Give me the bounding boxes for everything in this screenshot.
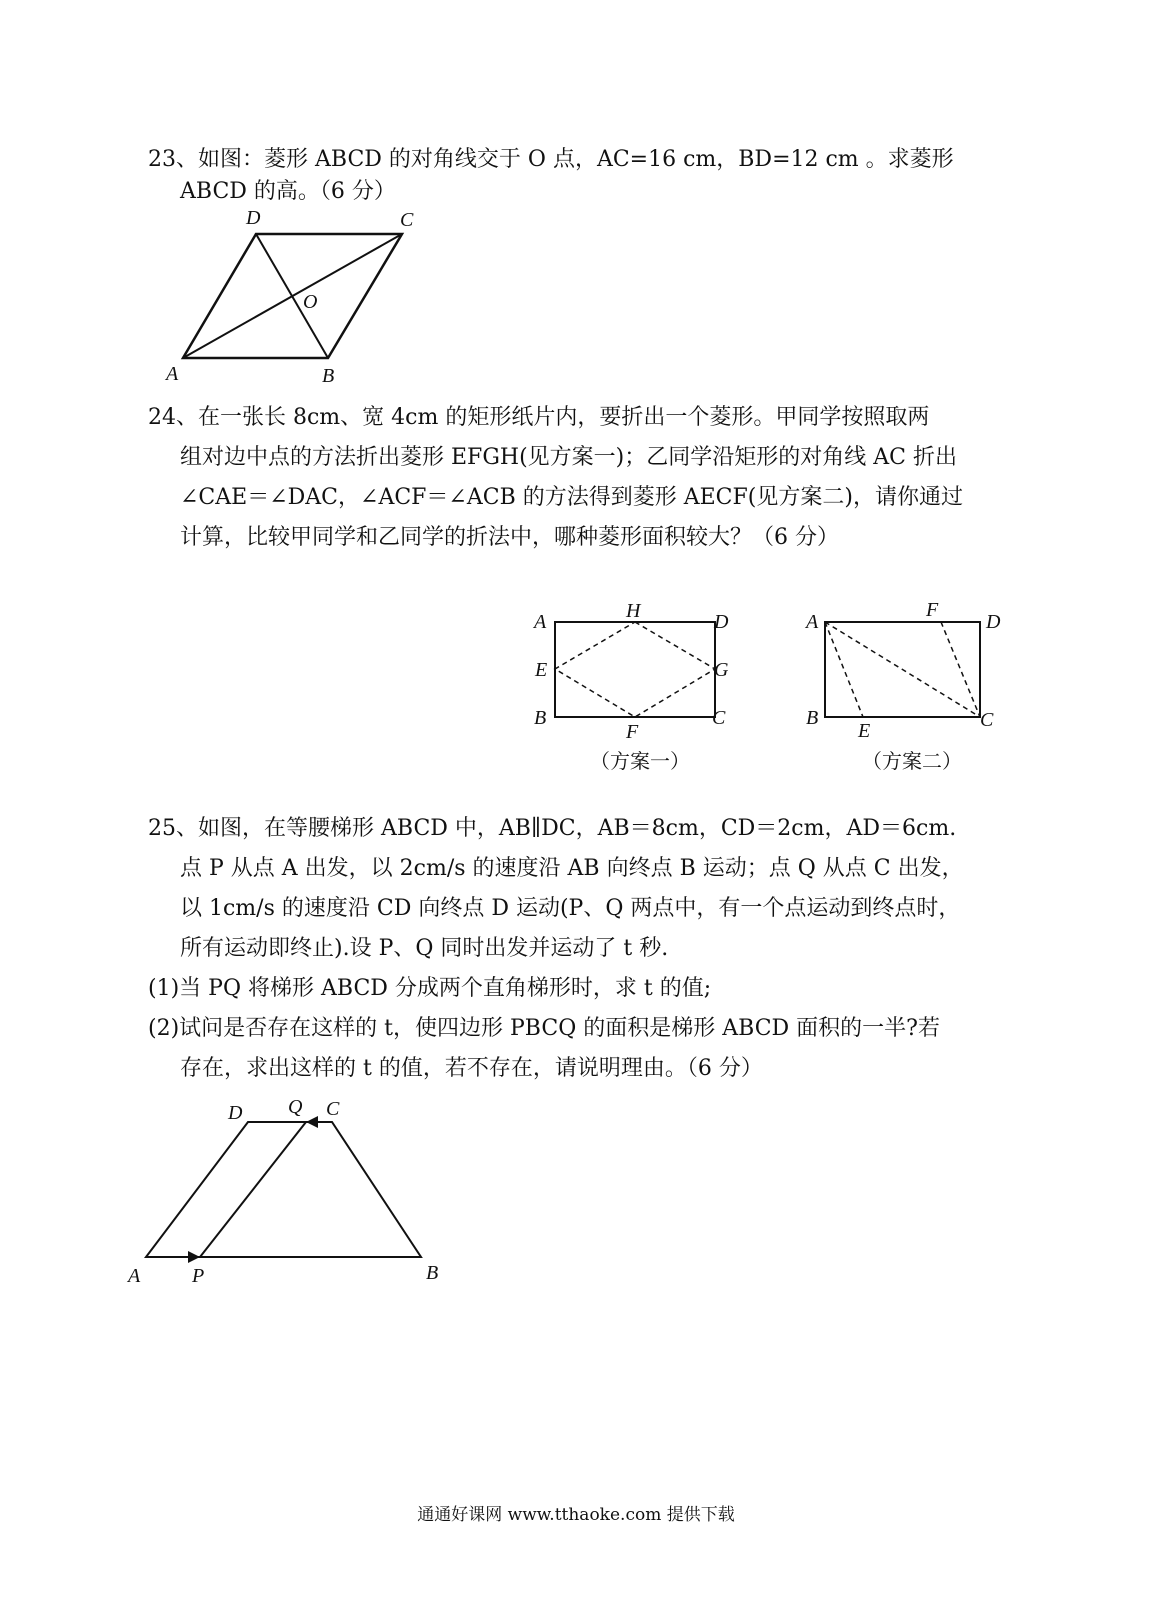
q24-line1: 24、在一张长 8cm、宽 4cm 的矩形纸片内，要折出一个菱形。甲同学按照取两 [148, 405, 930, 430]
trap-label-Q: Q [288, 1096, 303, 1118]
q25-part2-line2: 存在，求出这样的 t 的值，若不存在，请说明理由。（6 分） [180, 1056, 763, 1081]
plan1-label-F: F [626, 721, 639, 740]
q25-part2-line1: (2)试问是否存在这样的 t，使四边形 PBCQ 的面积是梯形 ABCD 面积的一半?若 [148, 1016, 940, 1041]
trap-label-P: P [192, 1265, 205, 1287]
plan1-diagram [530, 600, 750, 740]
plan1-label-G: G [714, 659, 729, 681]
trap-label-B: B [426, 1262, 439, 1284]
plan2-label-B: B [806, 707, 819, 729]
footer: 通通好课网 www.tthaoke.com 提供下载 [417, 1505, 735, 1525]
plan2-diagram [800, 600, 1040, 740]
plan1-label-C: C [712, 707, 726, 729]
label-D: D [246, 207, 261, 229]
label-B: B [322, 365, 335, 387]
plan1-label-E: E [535, 659, 548, 681]
q25-line4: 所有运动即终止).设 P、Q 同时出发并运动了 t 秒. [180, 936, 669, 961]
label-C: C [400, 209, 414, 231]
plan2-label-F: F [926, 600, 939, 621]
trapezoid-diagram [120, 1085, 460, 1295]
plan2-label-C: C [980, 709, 994, 731]
label-O: O [303, 291, 318, 313]
q24-line2: 组对边中点的方法折出菱形 EFGH(见方案一)；乙同学沿矩形的对角线 AC 折出 [180, 445, 957, 470]
q23-line2: ABCD 的高。（6 分） [180, 179, 396, 204]
plan1-label-D: D [714, 611, 729, 633]
q25-line3: 以 1cm/s 的速度沿 CD 向终点 D 运动(P、Q 两点中，有一个点运动到终点时， [180, 896, 961, 921]
plan2-caption: （方案二） [862, 749, 962, 773]
q24-line3: ∠CAE＝∠DAC，∠ACF＝∠ACB 的方法得到菱形 AECF(见方案二)，请你通过 [180, 485, 963, 510]
q25-line1: 25、如图，在等腰梯形 ABCD 中，AB∥DC，AB＝8cm，CD＝2cm，AD＝6cm. [148, 816, 957, 841]
trap-label-A: A [128, 1265, 141, 1287]
plan1-label-B: B [534, 707, 547, 729]
trap-label-C: C [326, 1098, 340, 1120]
q25-line2: 点 P 从点 A 出发，以 2cm/s 的速度沿 AB 向终点 B 运动；点 Q 从点 C 出发， [180, 856, 964, 881]
plan2-label-D: D [986, 611, 1001, 633]
rhombus-diagram [160, 204, 430, 394]
plan2-label-A: A [806, 611, 819, 633]
plan1-caption: （方案一） [590, 749, 690, 773]
label-A: A [166, 363, 179, 385]
q24-line4: 计算，比较甲同学和乙同学的折法中，哪种菱形面积较大？（6 分） [180, 525, 839, 550]
q25-part1: (1)当 PQ 将梯形 ABCD 分成两个直角梯形时，求 t 的值; [148, 976, 712, 1001]
trap-label-D: D [228, 1102, 243, 1124]
plan1-label-A: A [534, 611, 547, 633]
q23-line1: 23、如图：菱形 ABCD 的对角线交于 O 点，AC=16 cm，BD=12 cm 。求菱形 [148, 147, 954, 172]
plan1-label-H: H [626, 600, 641, 622]
plan2-label-E: E [858, 720, 871, 740]
